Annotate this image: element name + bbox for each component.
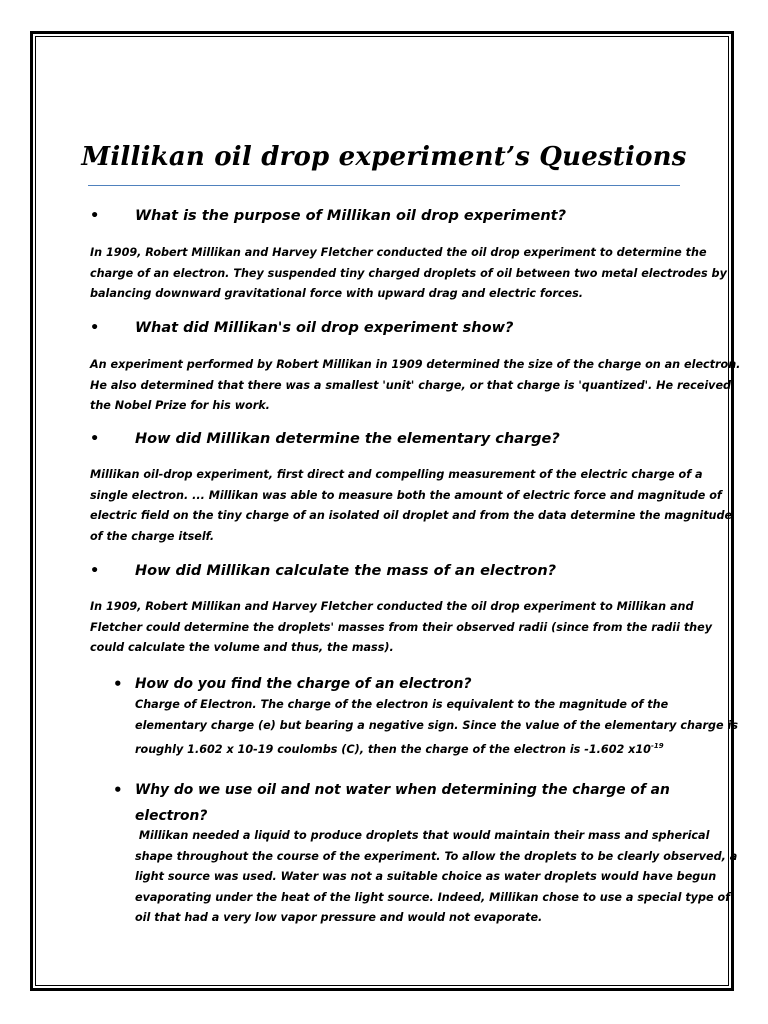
bullet-icon: • xyxy=(90,431,100,447)
answer-line: roughly 1.602 x 10-19 coulombs (C), then the charge of the electron is -1.602 x10 xyxy=(135,743,651,756)
bullet-icon: • xyxy=(113,675,123,693)
question-2-text: What did Millikan's oil drop experiment show? xyxy=(135,320,514,336)
answer-4 xyxy=(90,597,712,659)
question-4 xyxy=(90,563,557,579)
answer-line: of the charge itself. xyxy=(90,529,215,543)
answer-line: He also determined that there was a smallest 'unit' charge, or that charge is 'quantized'. He received xyxy=(90,378,732,392)
answer-line: could calculate the volume and thus, the mass). xyxy=(90,641,394,654)
answer-line: the Nobel Prize for his work. xyxy=(90,399,270,412)
answer-line: Charge of Electron. The charge of the electron is equivalent to the magnitude of the xyxy=(135,698,669,711)
question-4-text: How did Millikan calculate the mass of an electron? xyxy=(135,563,557,579)
answer-6 xyxy=(135,826,737,929)
answer-line: evaporating under the heat of the light source. Indeed, Millikan chose to use a special type of xyxy=(135,890,731,904)
answer-5 xyxy=(135,695,738,761)
answer-line: elementary charge (e) but bearing a negative sign. Since the value of the elementary charge is xyxy=(135,718,738,732)
answer-line-with-exponent xyxy=(135,736,738,761)
answer-3 xyxy=(90,465,732,547)
title-underline xyxy=(88,185,680,186)
answer-line: balancing downward gravitational force with upward drag and electric forces. xyxy=(90,287,584,300)
question-6-line: electron? xyxy=(135,808,208,824)
answer-line: Millikan needed a liquid to produce droplets that would maintain their mass and spherical xyxy=(135,829,710,842)
question-3-text: How did Millikan determine the elementary charge? xyxy=(135,431,560,447)
answer-line: shape throughout the course of the experiment. To allow the droplets to be clearly observed, a xyxy=(135,849,738,863)
answer-line: oil that had a very low vapor pressure and would not evaporate. xyxy=(135,911,543,924)
answer-line: An experiment performed by Robert Millikan in 1909 determined the size of the charge on an electron. xyxy=(90,358,741,371)
question-1 xyxy=(90,208,566,224)
answer-2 xyxy=(90,355,740,417)
document-title: Millikan oil drop experiment’s Questions xyxy=(81,142,687,172)
question-2 xyxy=(90,320,514,336)
question-6-line: Why do we use oil and not water when determining the charge of an xyxy=(135,782,670,798)
exponent: -19 xyxy=(650,742,664,750)
question-1-text: What is the purpose of Millikan oil drop experiment? xyxy=(135,208,566,224)
answer-line: light source was used. Water was not a suitable choice as water droplets would have begun xyxy=(135,870,717,883)
question-5-text: How do you find the charge of an electron? xyxy=(135,676,472,692)
answer-line: In 1909, Robert Millikan and Harvey Fletcher conducted the oil drop experiment to determine the xyxy=(90,246,707,259)
answer-line: Fletcher could determine the droplets' masses from their observed radii (since from the radii they xyxy=(90,620,713,634)
bullet-icon: • xyxy=(113,781,123,799)
bullet-icon: • xyxy=(90,563,100,579)
answer-line: single electron. ... Millikan was able to measure both the amount of electric force and magnitude of xyxy=(90,488,722,502)
question-6 xyxy=(113,777,670,829)
answer-line: charge of an electron. They suspended tiny charged droplets of oil between two metal electrodes by xyxy=(90,266,727,280)
answer-1 xyxy=(90,243,727,305)
answer-line: electric field on the tiny charge of an isolated oil droplet and from the data determine the magnitude xyxy=(90,509,733,522)
bullet-icon: • xyxy=(90,208,100,224)
question-3 xyxy=(90,431,560,447)
bullet-icon: • xyxy=(90,320,100,336)
question-5 xyxy=(113,671,472,697)
answer-line: In 1909, Robert Millikan and Harvey Fletcher conducted the oil drop experiment to Millikan and xyxy=(90,600,694,613)
answer-line: Millikan oil-drop experiment, first direct and compelling measurement of the electric charge of a xyxy=(90,468,703,481)
